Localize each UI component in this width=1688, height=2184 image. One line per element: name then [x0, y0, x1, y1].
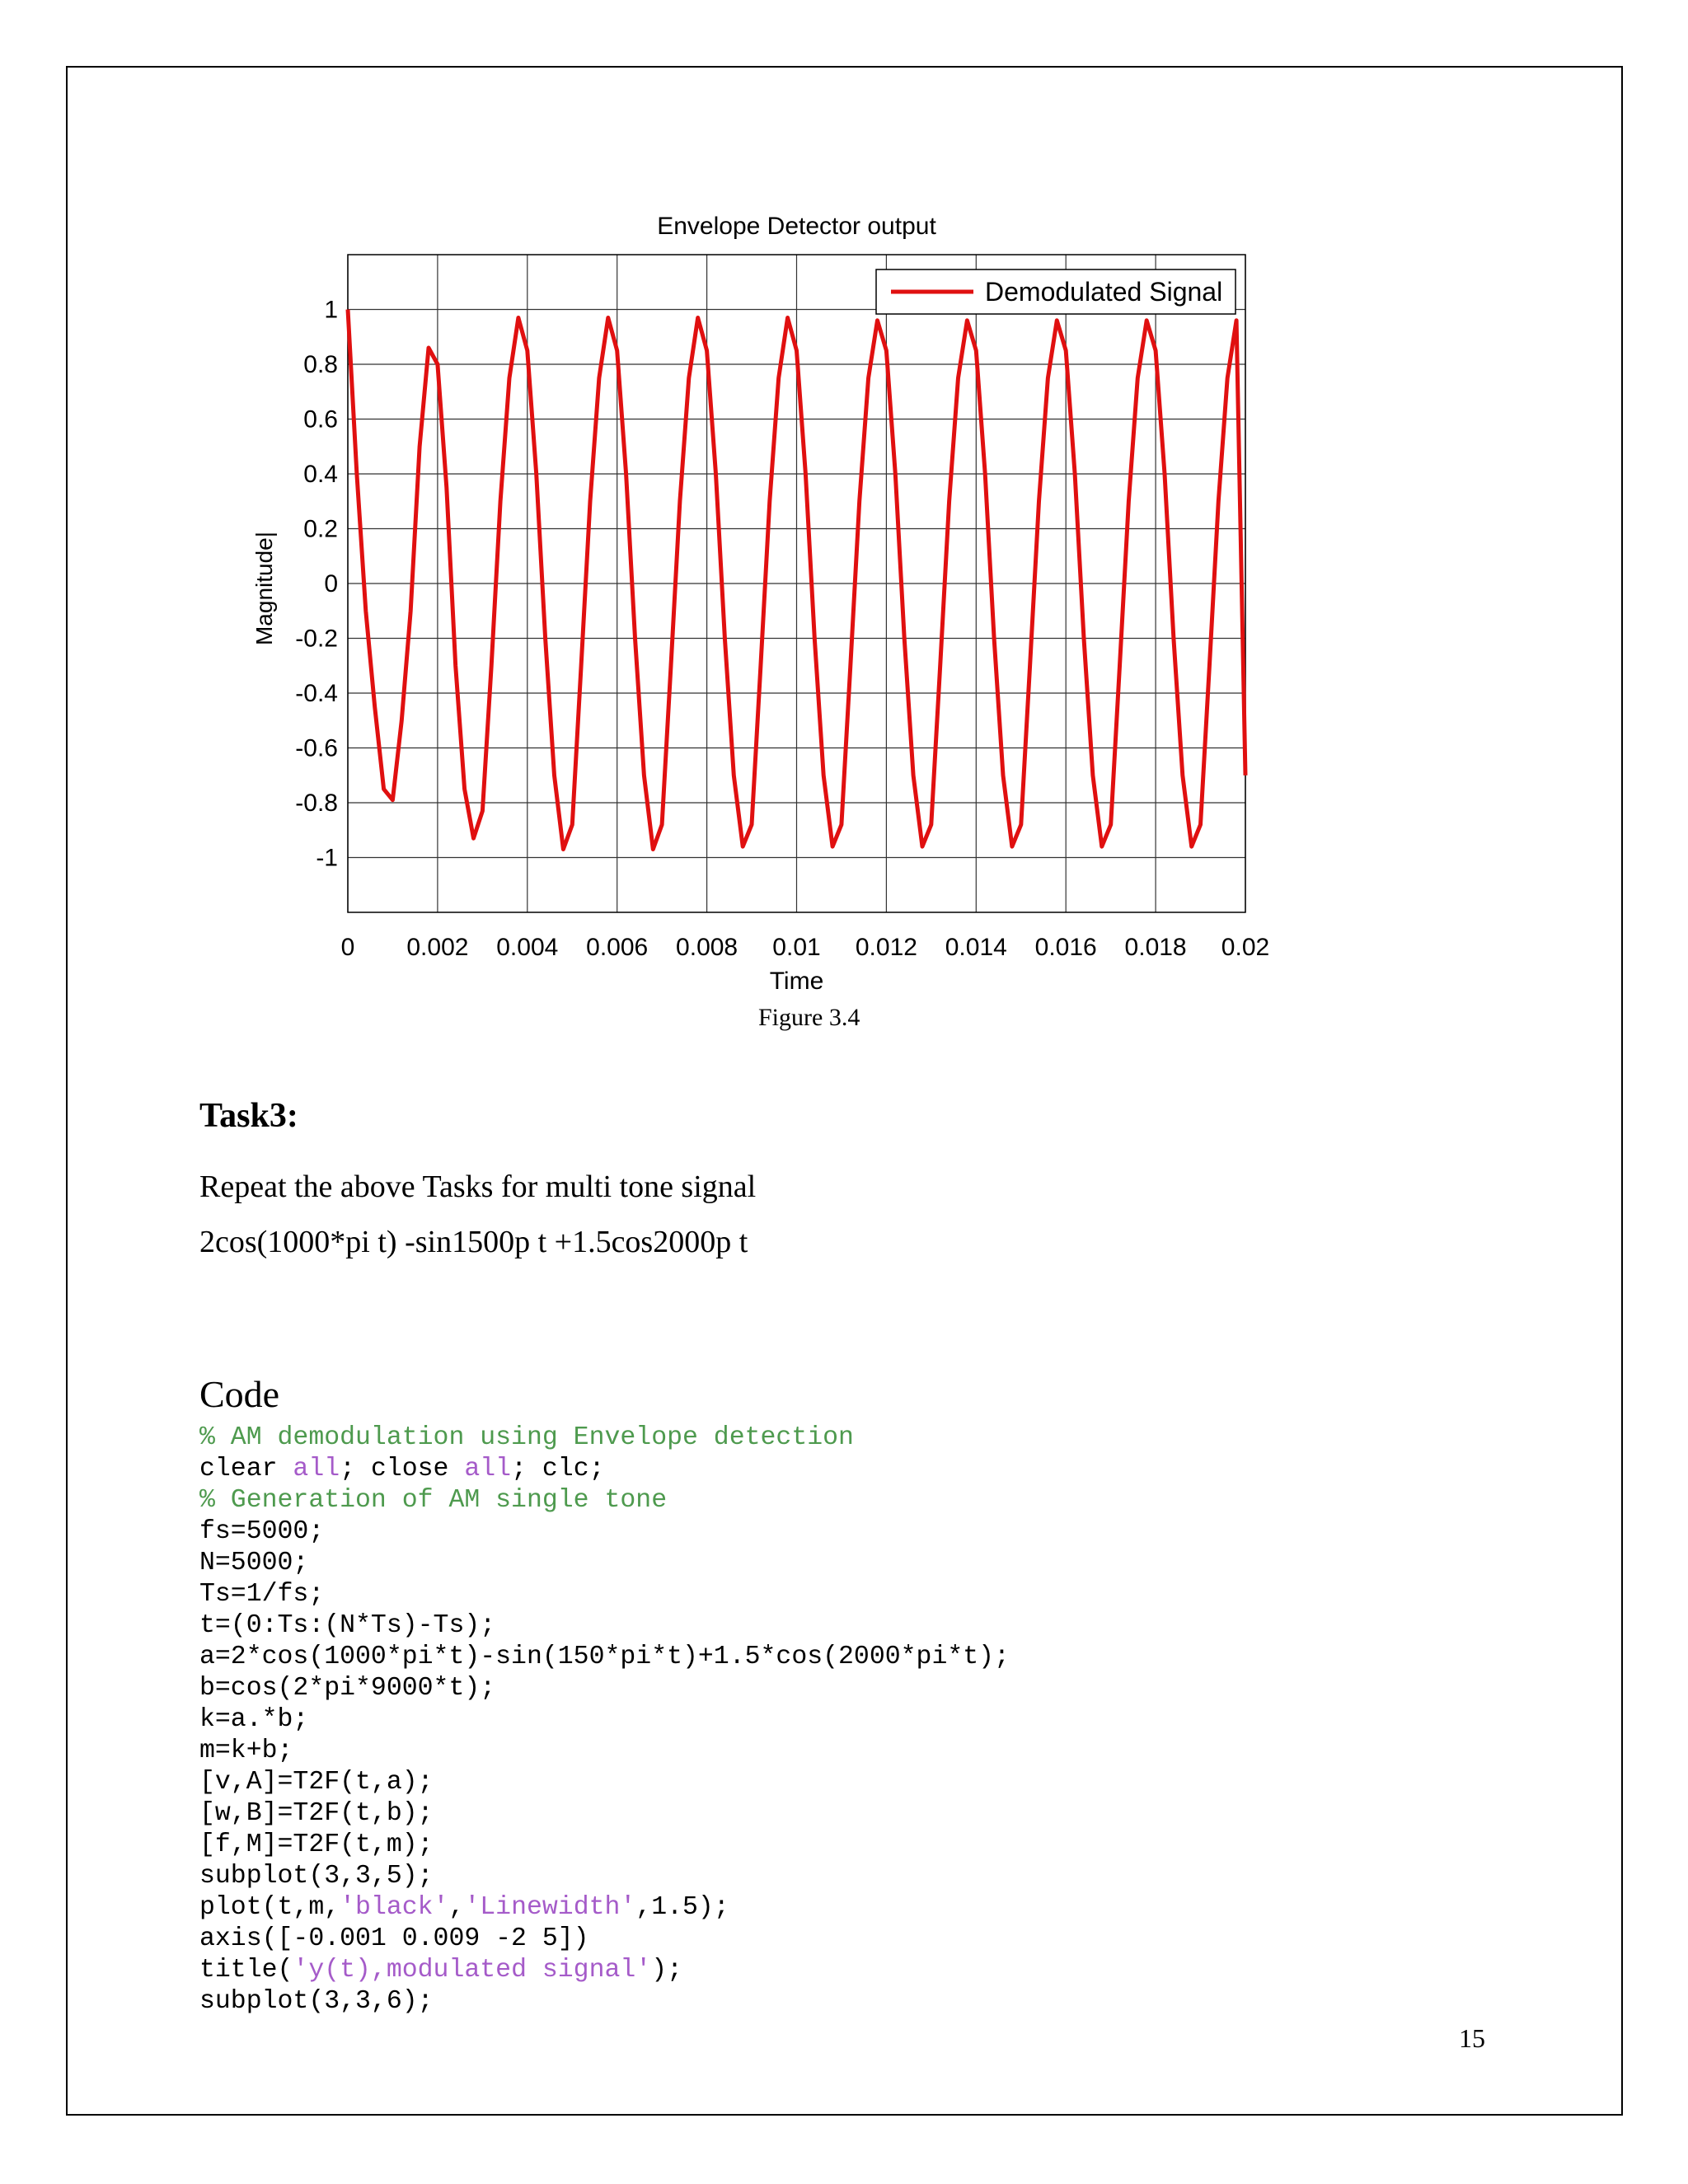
- y-tick-label: 0.4: [303, 461, 338, 488]
- code-line: [199, 1924, 1010, 1955]
- code-line: [199, 1767, 1010, 1798]
- x-tick-label: 0.01: [772, 934, 821, 961]
- code-token: t=(0:Ts:(N*Ts)-Ts);: [199, 1611, 496, 1640]
- code-line: [199, 1798, 1010, 1830]
- x-tick-label: 0.014: [945, 934, 1007, 961]
- code-token: ,: [448, 1893, 465, 1922]
- code-token: [v,A]=T2F(t,a);: [199, 1768, 434, 1797]
- code-line: [199, 1485, 1010, 1516]
- code-token: [f,M]=T2F(t,m);: [199, 1830, 434, 1859]
- y-tick-label: -0.8: [295, 790, 338, 817]
- chart-title: Envelope Detector output: [657, 213, 936, 240]
- code-line: [199, 1610, 1010, 1642]
- y-tick-label: 0: [324, 570, 338, 598]
- y-tick-label: 0.6: [303, 405, 338, 434]
- envelope-detector-chart: [0, 0, 1688, 1071]
- code-token: N=5000;: [199, 1549, 309, 1577]
- x-tick-label: 0.008: [676, 934, 738, 961]
- y-axis-label: Magnitude|: [251, 531, 277, 646]
- code-token: subplot(3,3,5);: [199, 1862, 434, 1891]
- code-token: % AM demodulation using Envelope detection: [199, 1423, 854, 1452]
- code-line: [199, 1986, 1010, 2018]
- code-token: ; close: [340, 1455, 465, 1483]
- code-line: [199, 1892, 1010, 1924]
- code-token: % Generation of AM single tone: [199, 1486, 668, 1515]
- code-token: title(: [199, 1956, 293, 1985]
- code-token: m=k+b;: [199, 1736, 293, 1765]
- y-tick-label: -0.6: [295, 734, 338, 762]
- code-line: [199, 1830, 1010, 1861]
- code-heading: Code: [199, 1373, 280, 1415]
- code-token: 'black': [340, 1893, 449, 1922]
- code-token: fs=5000;: [199, 1517, 325, 1546]
- y-tick-label: 0.8: [303, 351, 338, 378]
- y-tick-label: -1: [316, 844, 338, 872]
- code-line: [199, 1579, 1010, 1610]
- code-token: all: [293, 1455, 340, 1483]
- code-token: all: [464, 1455, 512, 1483]
- x-tick-label: 0.018: [1124, 934, 1187, 961]
- code-line: [199, 1955, 1010, 1986]
- code-line: [199, 1422, 1010, 1454]
- x-axis-label: Time: [769, 968, 824, 995]
- x-tick-label: 0.002: [406, 934, 469, 961]
- code-token: 'Linewidth': [464, 1893, 636, 1922]
- code-token: Ts=1/fs;: [199, 1580, 325, 1609]
- x-tick-label: 0.004: [496, 934, 559, 961]
- code-token: plot(t,m,: [199, 1893, 340, 1922]
- y-tick-label: -0.2: [295, 625, 338, 653]
- chart-legend: [876, 269, 1236, 314]
- code-token: axis([-0.001 0.009 -2 5]): [199, 1924, 589, 1953]
- y-tick-label: -0.4: [295, 680, 338, 707]
- code-token: ; clc;: [511, 1455, 605, 1483]
- code-line: [199, 1673, 1010, 1704]
- code-line: [199, 1736, 1010, 1767]
- x-tick-label: 0.012: [855, 934, 917, 961]
- task-description: Repeat the above Tasks for multi tone signal: [199, 1169, 757, 1204]
- figure-caption: Figure 3.4: [758, 1004, 860, 1031]
- page-number: 15: [1459, 2023, 1485, 2053]
- code-token: k=a.*b;: [199, 1705, 309, 1734]
- code-token: subplot(3,3,6);: [199, 1987, 434, 2016]
- code-token: clear: [199, 1455, 293, 1483]
- x-tick-label: 0.006: [586, 934, 649, 961]
- y-tick-label: 1: [324, 296, 338, 324]
- legend-label-demodulated-signal: Demodulated Signal: [985, 277, 1223, 307]
- code-token: b=cos(2*pi*9000*t);: [199, 1674, 496, 1703]
- task-signal-formula: 2cos(1000*pi t) -sin1500p t +1.5cos2000p t: [199, 1225, 748, 1259]
- task-heading: Task3:: [199, 1097, 298, 1135]
- code-token: );: [651, 1956, 683, 1985]
- code-line: [199, 1548, 1010, 1579]
- code-line: [199, 1642, 1010, 1673]
- code-token: [w,B]=T2F(t,b);: [199, 1799, 434, 1828]
- code-line: [199, 1861, 1010, 1892]
- code-token: a=2*cos(1000*pi*t)-sin(150*pi*t)+1.5*cos(2000*pi*t);: [199, 1643, 1010, 1671]
- x-tick-label: 0: [340, 934, 355, 961]
- code-listing: [199, 1422, 1010, 2018]
- y-tick-label: 0.2: [303, 515, 338, 543]
- code-token: 'y(t),modulated signal': [293, 1956, 652, 1985]
- x-tick-label: 0.016: [1034, 934, 1097, 961]
- code-line: [199, 1516, 1010, 1548]
- code-token: ,1.5);: [635, 1893, 729, 1922]
- code-line: [199, 1454, 1010, 1485]
- code-line: [199, 1704, 1010, 1736]
- x-tick-label: 0.02: [1221, 934, 1270, 961]
